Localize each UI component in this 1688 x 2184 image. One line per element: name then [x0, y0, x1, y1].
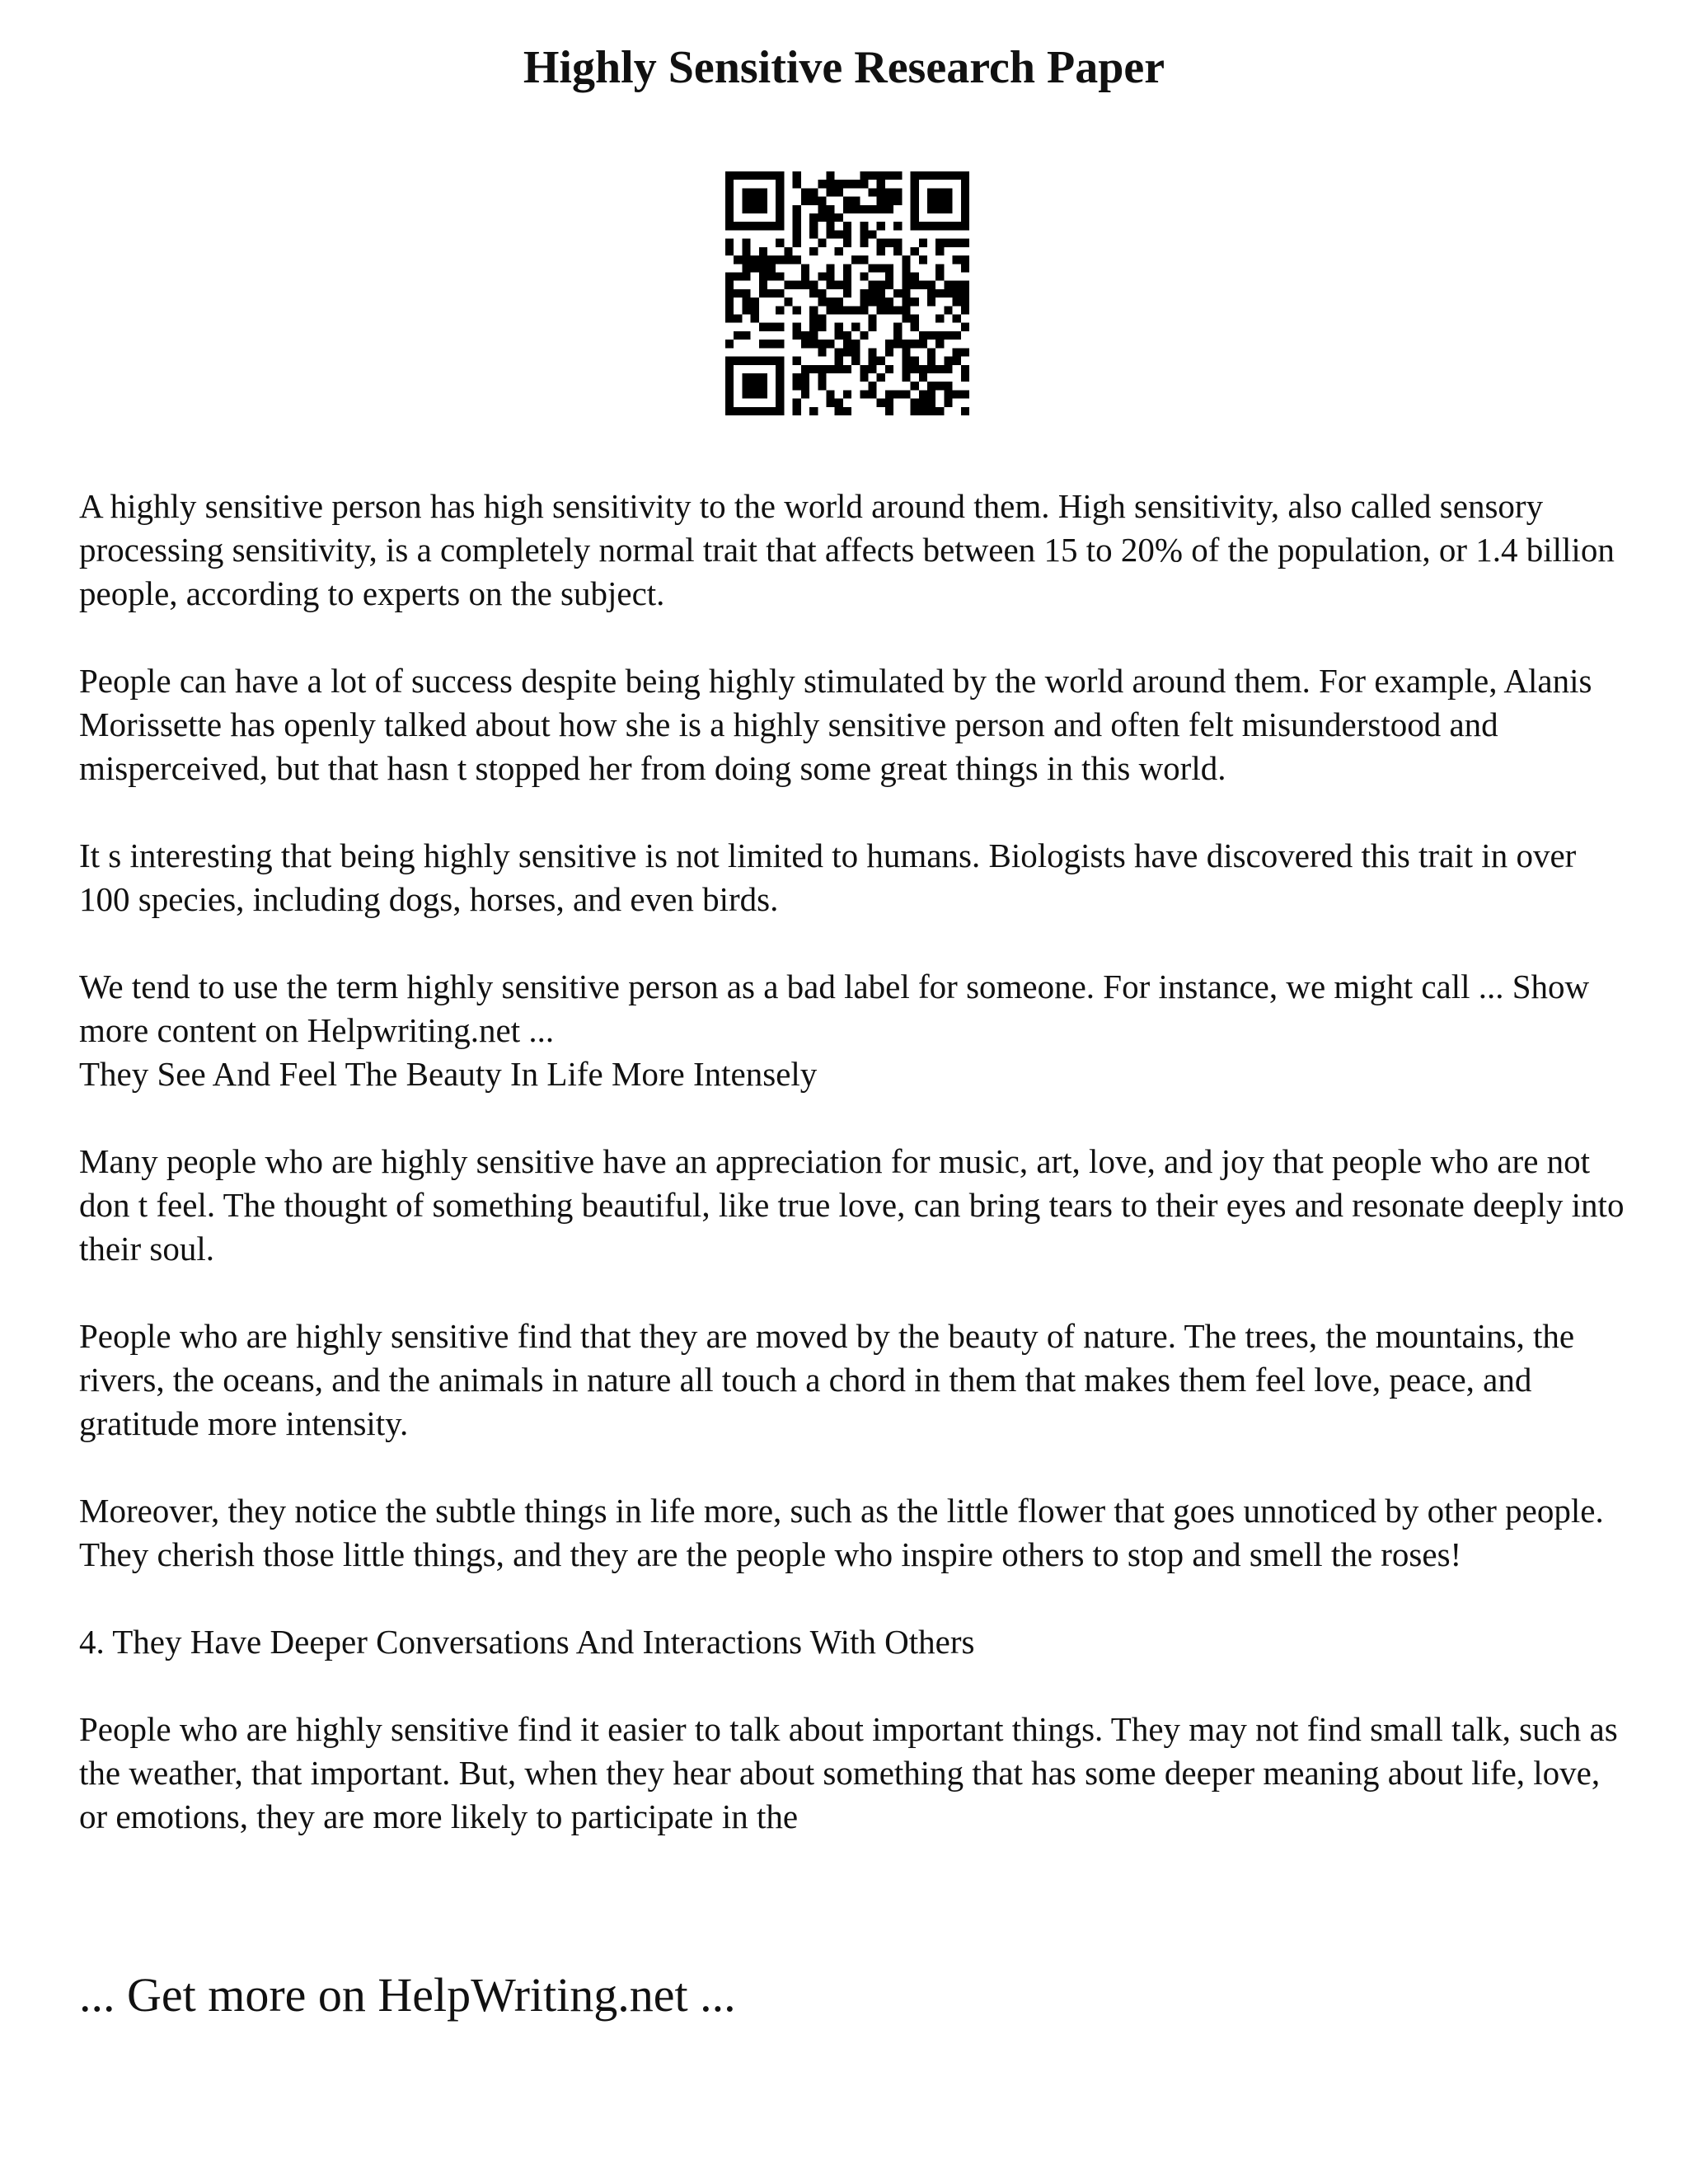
- section-heading: They See And Feel The Beauty In Life More Intensely: [79, 1055, 818, 1093]
- paragraph: Moreover, they notice the subtle things in life more, such as the little flower that goes unnoticed by other people. They cherish those little things, and they are the people who inspire others to stop and smell the roses!: [79, 1492, 1604, 1573]
- article-body: [79, 485, 1629, 1882]
- paragraph: Many people who are highly sensitive have an appreciation for music, art, love, and joy that people who are not don t feel. The thought of something beautiful, like true love, can bring tears to their eyes and resonate deeply into their soul.: [79, 1142, 1625, 1268]
- paragraph: People who are highly sensitive find it easier to talk about important things. They may not find small talk, such as the weather, that important. But, when they hear about something that has some deeper meaning about life, love, or emotions, they are more likely to participate in the: [79, 1710, 1618, 1835]
- paragraph: It s interesting that being highly sensitive is not limited to humans. Biologists have discovered this trait in over 100 species, including dogs, horses, and even birds.: [79, 837, 1577, 918]
- qr-code-icon: [725, 171, 969, 415]
- paragraph: People who are highly sensitive find that they are moved by the beauty of nature. The trees, the mountains, the rivers, the oceans, and the animals in nature all touch a chord in them that makes them feel love, peace, and gratitude more intensity.: [79, 1317, 1575, 1442]
- paragraph: People can have a lot of success despite being highly stimulated by the world around them. For example, Alanis Morissette has openly talked about how she is a highly sensitive person and often felt misunderstood and misperceived, but that hasn t stopped her from doing some great things in this world.: [79, 662, 1592, 787]
- page-title: Highly Sensitive Research Paper: [523, 42, 1165, 93]
- paragraph: A highly sensitive person has high sensitivity to the world around them. High sensitivity, also called sensory processing sensitivity, is a completely normal trait that affects between 15 to 20% of the population, or 1.4 billion people, according to experts on the subject.: [79, 487, 1615, 612]
- paragraph: We tend to use the term highly sensitive person as a bad label for someone. For instance, we might call ... Show more content on Helpwriting.net ...: [79, 968, 1590, 1049]
- get-more-link[interactable]: ... Get more on HelpWriting.net ...: [79, 1968, 736, 2022]
- section-heading: 4. They Have Deeper Conversations And Interactions With Others: [79, 1623, 975, 1661]
